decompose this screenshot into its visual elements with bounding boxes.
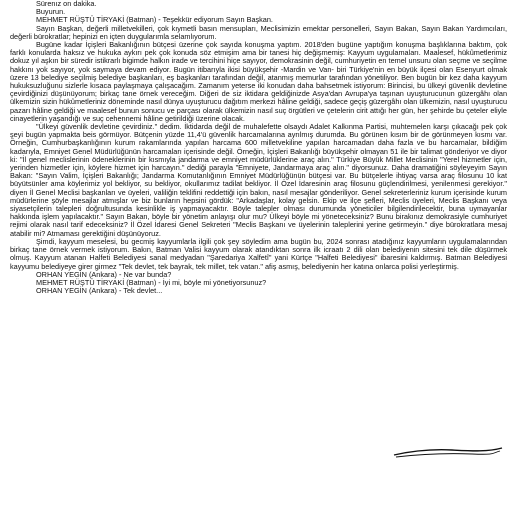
interjection-yegin-1: ORHAN YEGİN (Ankara) - Ne var bunda?	[36, 269, 172, 279]
paragraph-time-notice: Sürenız on dakika.	[36, 0, 97, 8]
paragraph-kayyum-intro: Bugüne kadar İçişleri Bakanlığının bütçesi üzerine çok sayıda konuşma yaptım. 2018'den bugüne yaptığım konuşma başlıklarına baktım, çok farklı konularda haksız ve hukuka aykırı pek çok konuda söz etmişim ama bir tanesi hiç değişmemiş: Kayyum uygulamaları. Maalesef, hükûmetlerimiz dokuz yıl aşkın bir süredir istikrarlı bigimde halkın irade ve tercihini hiçe sayıyor, demokrasinin değil, cumhuriyetin en temel unsuru olan seçme ve seçilme hakkını yok sayıyor, yok saymaya devam ediyor. Bugün itibarıyla ikisi büyükşehir -Mardin ve Van- biri Türkiye'nin en büyük ilçesi olan Esenyurt olmak üzere 13 belediye seçilmiş belediye başkanları, eş başkanları tarafından değil, atanmış memurlar tarafından yönetiliyor. Ben bugün bir kez daha kayyum hukuksuzluğunu sizlerle kısaca paylaşmaya çalışacağım. Zamanım yeterse iki konudan daha bahsetmek istiyorum: Birincisi, bu ülkeyi güvenlik devletine çevirdiğinizi düşünüyorum; birkaç tane örnek vereceğim. Diğeri de siz iktidara geldiğinizde Asya'dan Avrupa'ya taşınan uyuşturucunun güzergâhı olan ülkemizin sizin hükûmetleriniz döneminde nasıl dünya uyuşturucu dağıtım merkezi hâline geldiği, sadece geçiş güzergâhı olan ülkemizin, nasıl uyuşturucu pazarı hâline geldiği ve maalesef bunun sonucu ve parçası olarak ülkemizin nasıl suç örgütleri ve çetelerin cirit attığı her gün, her şehirde bu çeteler eliyle cinayetlerin yaşandığı ve suç cehennemi hâline getirildiği üzerine olacak.	[10, 40, 507, 123]
speaker-line-tiryaki-reply: MEHMET RÜŞTÜ TİRYAKİ (Batman) - İyi mi, böyle mi yönetiyorsunuz?	[36, 277, 267, 287]
paragraph-greetings: Sayın Başkan, değerli milletvekilleri, çok kıymetli basın mensupları, Meclisimizin emektar personelleri, Sayın Bakan, Sayın Bakan Yardımcıları, değerli bürokratlar; hepinizi en içten duygularımla selamlıyorum.	[10, 23, 507, 41]
paragraph-go-ahead: Buyurun.	[36, 7, 66, 17]
paragraph-security-state: "Ülkeyi güvenlik devletine çevirdiniz." dedim. İktidarda değil de muhalefette olsaydı Adalet Kalkınma Partisi, muhtemelen karşı çıkacağı pek çok şeyi bugün yapmakta beis görmüyor. Bütçenin yüzde 11,4'ü güvenlik harcamalarına ayrılmış durumda. Bu görünen kısım bir de görünmeyen kısmı var. Örneğin, Cumhurbaşkanlığının kurum rakamlarında yapılan harcama 600 milletvekiline yapılan harcamadan daha fazla ve bu harcamalar, bildiğim kadarıyla, Emniyet Genel Müdürlüğünün harcamaları içerisinde değil. Örneğin, İçişleri Bakanlığı büyükşehir olmayan 51 ile bir talimat gönderiyor ve diyor ki: "İl genel meclislerinin ödeneklerinin bir kısmıyla jandarma ve emniyet müdürlüklerine araç alın." Türkiye Büyük Millet Meclisinin "Yerel hizmetler için, yerinden hizmetler için, köylere hizmet için harcayın." dediği parayla "Emniyete, Jandarmaya araç alın." diyorsunuz. Daha dramatiğini söyleyeyim Sayın Bakan: "Sayın Valim, İçişleri Bakanlığı; Jandarma Komutanlığının Emniyet Müdürlüğünün bütçesi var. Bu bütçelerle ihtiyaç varsa araç filosunu 10 kat büyütsünler ama köylerimiz yol bekliyor, su bekliyor, okullarımız tadilat bekliyor. İl Özel İdaresinin araç filosunu güçlendirilmesi, yenilenmesi gerekiyor." diyen İl Genel Meclisi başkanları ve üyeleri, valiliğin teklifini reddettiği için bakın, nasıl mesajlar gönderiliyor. Genel sekreterleriniz kurum içerisinde kurum müdürlerine şöyle mesajlar atmışlar ve biz bunların hepsini gördük: "Arkadaşlar, kolay gelsin. Ekip ve ilçe şefleri, Meclis üyeleri, Meclis Başkanı veya siyasetçilerin talepleri doğrultusunda kesinlikle iş yapmayacaktır. Böyle talepler olması durumunda yöneticiler bilgilendirilecektir, buna uymayanlar hakkında işlem yapılacaktır." Sayın Bakan, böyle bir yönetim anlayışı olur mu? Ülkeyi böyle mi yöneteceksiniz? Bunu birakınız demokrasiyle cumhuriyet rejimi olarak nasıl tarif edeceksiniz? İl Özel İdaresi Genel Sekreteri "Meclis Başkanı ve üyelerinin taleplerini yerine getirmeyin." diye bürokratlara mesaj atabilir mi? Atmaması gerektiğini düşünüyoruz.	[10, 122, 507, 238]
interjection-yegin-2: ORHAN YEGİN (Ankara) - Tek devlet...	[36, 286, 163, 296]
paragraph-kayyum-examples: Şimdi, kayyum meselesi, bu gecmiş kayyumlarla ilgili çok şey söyledim ama bugün bu, 2024 sonrası atadığınız kayyumların uygulamalarından birkaç tane örnek vermek istiyorum. Bakın, Batman Valisi kayyum olarak atandıktan sonra ilk icraatı 2 dili olan belediyenin sitesini tek dile düşürmek olmuş. Kayyum atanan Halfeti Belediyesi sanal medyadan "Şaredariya Xalfetî" yani Kürtçe "Halfeti Belediyesi" ibaresini kaldırmış. Batman Belediyesi kayyumu belediyeye girer girmez "Tek devlet, tek bayrak, tek millet, tek vatan." afiş asmış, belediyenin her katına onlarca polisi yerleştirmiş.	[10, 236, 507, 271]
speaker-line-tiryaki-thanks: MEHMET RÜŞTÜ TİRYAKİ (Batman) - Teşekkür ediyorum Sayın Başkan.	[36, 15, 273, 25]
